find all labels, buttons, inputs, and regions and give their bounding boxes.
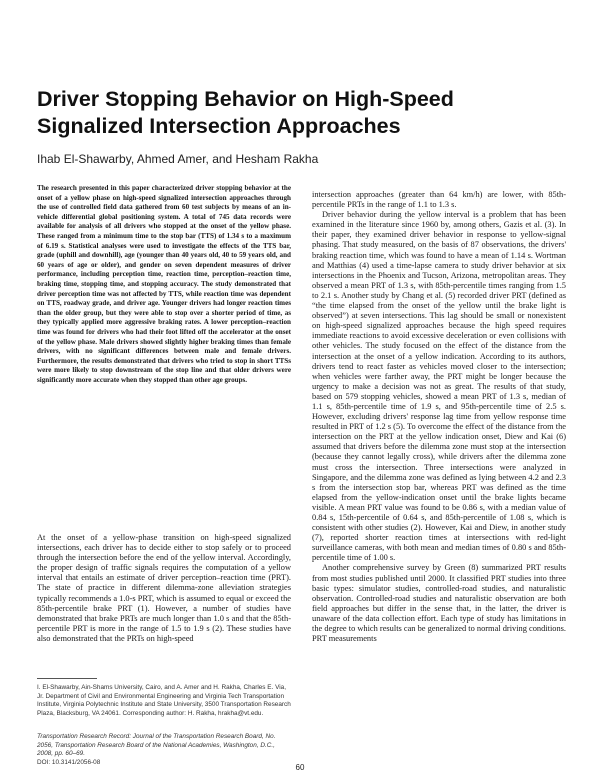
paper-title: Driver Stopping Behavior on High-Speed Signalized Intersection Approaches: [37, 87, 454, 138]
footnote-divider: [37, 678, 97, 679]
right-column-text: [312, 190, 566, 644]
body-paragraph: Another comprehensive survey by Green (8) summarized PRT results from most studies published until 2000. It classified PRT studies into three basic types: simulator studies, controlled-road studies, and naturalistic observation. Controlled-road studies and naturalistic observation are both field approaches but differ in the sense that, in the latter, the driver is unaware of the data collection effort. Each type of study has limitations in the degree to which results can be generalized to normal driving conditions. PRT measurements: [312, 563, 566, 644]
author-affiliation-footnote: [37, 684, 291, 718]
author-line: Ihab El-Shawarby, Ahmed Amer, and Hesham Rakha: [37, 152, 319, 166]
introduction-text: [37, 533, 291, 644]
page-number: 60: [295, 763, 305, 772]
body-paragraph: Driver behavior during the yellow interval is a problem that has been examined in the literature since 1960 by, among others, Gazis et al. (3). In their paper, they examined driver behavior in response to yellow-signal phasing. That study measured, on the basis of 87 observations, the drivers' braking reaction time, which was found to have a mean of 1.14 s. Wortman and Matthias (4) used a time-lapse camera to study driver behavior at six intersections in the Phoenix and Tucson, Arizona, metropolitan areas. They observed a mean PRT of 1.3 s, with 85th-percentile times ranging from 1.5 to 2.1 s. Another study by Chang et al. (5) recorded driver PRT (defined as “the time elapsed from the onset of the yellow until the brake light is observed”) at seven intersections. This lag should be small or nonexistent on high-speed signalized approaches because the high speed requires immediate reactions to avoid excessive deceleration or even collisions with other vehicles. The study focused on the effect of the distance from the intersection at the onset of a yellow indication. According to its authors, drivers tend to react faster as vehicles moved closer to the intersection; when vehicles were farther away, the PRT might be longer because the urgency to make a decision was not as great. The results of that study, based on 579 stopping vehicles, showed a mean PRT of 1.3 s, median of 1.1 s, 85th-percentile time of 1.9 s, and 95th-percentile time of 2.5 s. However, excluding drivers' response lag time from yellow response time resulted in PRT of 1.2 s (5). To overcome the effect of the distance from the intersection on the PRT at the yellow indication onset, Diew and Kai (6) assumed that drivers before the dilemma zone must stop at the intersection (because they cannot legally cross), while drivers after the dilemma zone must cross the intersection. Three intersections were analyzed in Singapore, and the dilemma zone was defined as lying between 4.2 and 2.3 s from the intersection stop bar, whereas PRT was defined as the time elapsed from the yellow-indication onset until the brake lights became visible. A mean PRT value was found to be 0.86 s, with a median value of 0.84 s, 15th-percentile of 0.64 s, and 85th-percentile of 1.08 s, which is consistent with other studies (2). However, Kai and Diew, in another study (7), reported shorter reaction times at intersections with red-light surveillance cameras, with both mean and median times of 0.80 s and 85th-percentile time of 1.00 s.: [312, 210, 566, 563]
doi-text: DOI: 10.3141/2056-08: [37, 758, 101, 766]
body-paragraph: At the onset of a yellow-phase transition on high-speed signalized intersections, each driver has to decide either to stop safely or to proceed through the intersection before the end of the yellow interval. Accordingly, the proper design of traffic signals requires the computation of a yellow interval that entails an estimate of driver perception–reaction time (PRT). The state of practice in different dilemma-zone alleviation strategies typically recommends a 1.0-s PRT, which is assumed to equal or exceed the 85th-percentile brake PRT (1). However, a number of studies have demonstrated that brake PRTs are much longer than 1.0 s and that the 85th-percentile PRT is more in the range of 1.5 to 1.9 s (2). These studies have also demonstrated that the PRTs on high-speed: [37, 533, 291, 643]
citation-text: Transportation Research Record: Journal of the Transportation Research Board, No. 2056, Transportation Research Board of the National Academies, Washington, D.C., 2008, pp. 60–69.: [37, 733, 276, 758]
body-paragraph: intersection approaches (greater than 64 km/h) are lower, with 85th-percentile PRTs in the range of 1.1 to 1.3 s.: [312, 190, 566, 210]
affiliation-text: I. El-Shawarby, Ain-Shams University, Cairo, and A. Amer and H. Rakha, Charles E. Via, Jr. Department of Civil and Environmental Engineering and Virginia Tech Transportation Institute, Virginia Polytechnic Institute and State University, 3500 Transportation Research Plaza, Blacksburg, VA 24061. Corresponding author: H. Rakha, hrakha@vt.edu.: [37, 684, 291, 717]
abstract: The research presented in this paper characterized driver stopping behavior at the onset of a yellow phase on high-speed signalized intersection approaches through the use of controlled field data gathered from 60 test subjects by means of an in-vehicle differential global positioning system. A total of 745 data records were available for analysis of all drivers who stopped at the onset of the yellow phase. These ranged from a minimum time to the stop bar (TTS) of 1.34 s to a maximum of 6.19 s. Statistical analyses were used to investigate the effects of the TTS bar, grade (uphill and downhill), age (younger than 40 years old, 40 to 59 years old, and 60 years of age or older), and gender on seven dependent measures of driver performance, including perception time, reaction time, perception–reaction time, braking time, stopping time, and stopping accuracy. The study demonstrated that driver perception time was not affected by TTS, while reaction time was dependent on TTS, roadway grade, and driver age. Younger drivers had longer reaction times than the older group, but they were able to stop over a shorter period of time, as they typically applied more aggressive braking rates. A lower perception–reaction time was found for drivers who had their foot lifted off the accelerator at the onset of the yellow phase. Male drivers showed slightly higher braking times than female drivers, with no significant differences between male and female drivers. Furthermore, the results demonstrated that drivers who tried to stop in short TTSs were more likely to stop downstream of the stop line and that older drivers were significantly more accurate when they stopped than other age groups.: [37, 184, 291, 384]
